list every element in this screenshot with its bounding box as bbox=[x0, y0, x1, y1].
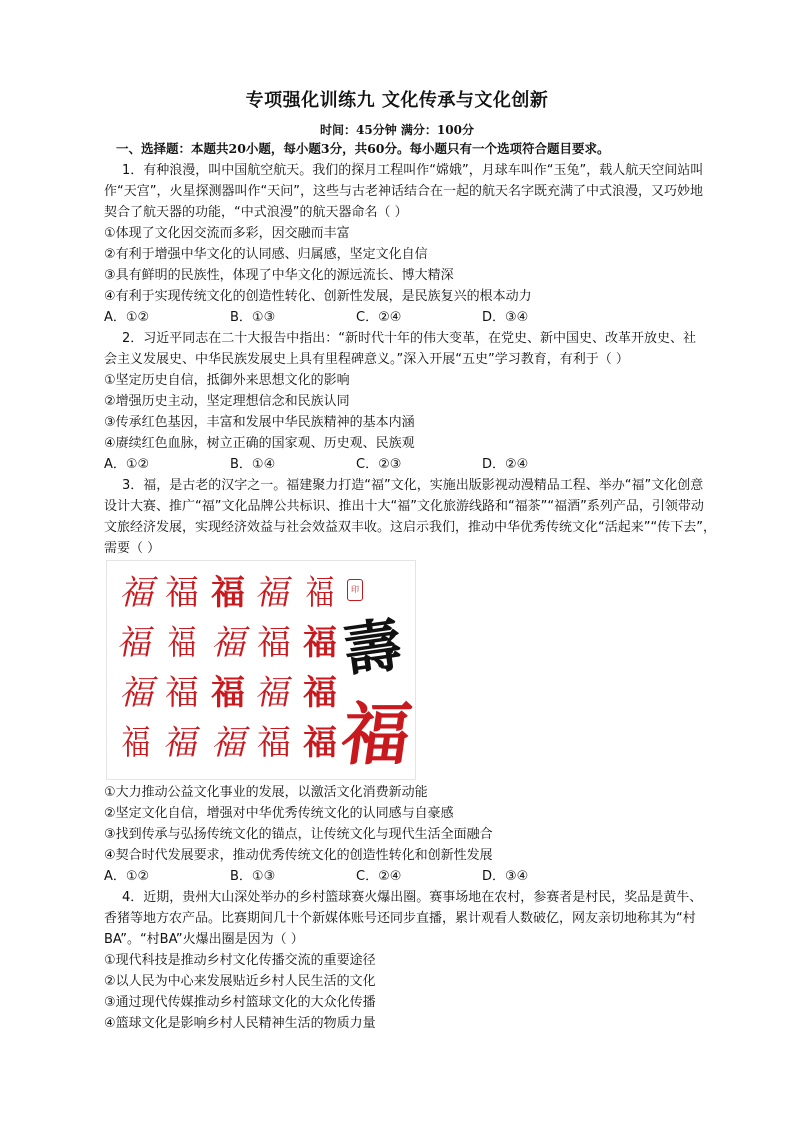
fu-char: 福 bbox=[257, 723, 291, 763]
q3-line-3: 文旅经济发展，实现经济效益与社会效益双丰收。这启示我们，推动中华优秀传统文化“活起来”“传下去”， bbox=[104, 520, 716, 535]
fu-char: 福 bbox=[305, 573, 335, 613]
q1-item-2: ②有利于增强中华文化的认同感、归属感，坚定文化自信 bbox=[104, 247, 428, 262]
fu-char: 福 bbox=[115, 623, 157, 663]
q1-line-3: 契合了航天器的功能，“中式浪漫”的航天器命名（ ） bbox=[104, 205, 408, 220]
q2-item-1: ①坚定历史自信，抵御外来思想文化的影响 bbox=[104, 373, 350, 388]
q4-item-4: ④篮球文化是影响乡村人民精神生活的物质力量 bbox=[104, 1016, 376, 1031]
section-heading: 一、选择题：本题共20小题，每小题3分，共60分。每小题只有一个选项符合题目要求。 bbox=[116, 141, 610, 156]
q2-item-4: ④赓续红色血脉，树立正确的国家观、历史观、民族观 bbox=[104, 436, 415, 451]
q4-line-3: BA”。“村BA”火爆出圈是因为（ ） bbox=[104, 932, 304, 947]
q3-option-d[interactable]: D．③④ bbox=[482, 869, 529, 884]
page-title: 专项强化训练九 文化传承与文化创新 bbox=[245, 90, 549, 111]
q4-item-2: ②以人民为中心来发展贴近乡村人民生活的文化 bbox=[104, 974, 376, 989]
fu-grid bbox=[113, 571, 343, 771]
q3-item-2: ②坚定文化自信，增强对中华优秀传统文化的认同感与自豪感 bbox=[104, 806, 454, 821]
fu-char: 福 bbox=[211, 723, 245, 763]
black-calligraphy-char: 壽 bbox=[339, 610, 407, 686]
q3-item-3: ③找到传承与弘扬传统文化的锚点，让传统文化与现代生活全面融合 bbox=[104, 827, 493, 842]
q2-options bbox=[104, 454, 608, 475]
q3-line-4: 需要（ ） bbox=[104, 541, 161, 556]
q2-option-a[interactable]: A．①② bbox=[104, 457, 150, 472]
fu-char: 福 bbox=[119, 573, 153, 613]
fu-char: 福 bbox=[121, 723, 151, 763]
q1-option-a[interactable]: A．①② bbox=[104, 310, 150, 325]
seal-stamp: 印 bbox=[347, 579, 363, 601]
q1-item-3: ③具有鲜明的民族性，体现了中华文化的源远流长、博大精深 bbox=[104, 268, 454, 283]
q1-item-4: ④有利于实现传统文化的创造性转化、创新性发展，是民族复兴的根本动力 bbox=[104, 289, 532, 304]
q2-option-b[interactable]: B．①④ bbox=[230, 457, 276, 472]
q3-item-4: ④契合时代发展要求，推动优秀传统文化的创造性转化和创新性发展 bbox=[104, 848, 493, 863]
fu-char: 福 bbox=[119, 673, 153, 713]
fu-char: 福 bbox=[211, 573, 245, 613]
fu-char: 福 bbox=[211, 623, 245, 663]
fu-char: 福 bbox=[253, 573, 295, 613]
q1-line-1: 1．有种浪漫，叫中国航空航天。我们的探月工程叫作“嫦娥”，月球车叫作“玉兔”，载人航天空间站叫 bbox=[122, 163, 704, 178]
fu-char: 福 bbox=[253, 673, 295, 713]
q3-line-2: 设计大赛、推广“福”文化品牌公共标识、推出十大“福”文化旅游线路和“福茶”“福酒”系列产品，引领带动 bbox=[104, 499, 704, 514]
q4-line-1: 4．近期，贵州大山深处举办的乡村篮球赛火爆出圈。赛事场地在农村，参赛者是村民，奖品是黄牛、 bbox=[122, 890, 703, 905]
fu-char: 福 bbox=[257, 623, 291, 663]
q4-line-2: 香猪等地方农产品。比赛期间几十个新媒体账号还同步直播，累计观看人数破亿，网友亲切地称其为“村 bbox=[104, 911, 696, 926]
q1-options bbox=[104, 307, 608, 328]
exam-meta: 时间：45分钟 满分：100分 bbox=[320, 123, 474, 137]
fu-char: 福 bbox=[165, 673, 199, 713]
fu-char: 福 bbox=[165, 573, 199, 613]
q2-line-2: 会主义发展史、中华民族发展史上具有里程碑意义。”深入开展“五史”学习教育，有利于（ ） bbox=[104, 352, 629, 367]
q3-options bbox=[104, 866, 608, 887]
fu-char: 福 bbox=[161, 723, 203, 763]
q2-item-2: ②增强历史主动，坚定理想信念和民族认同 bbox=[104, 394, 350, 409]
q4-item-1: ①现代科技是推动乡村文化传播交流的重要途径 bbox=[104, 953, 376, 968]
q2-option-c[interactable]: C．②③ bbox=[356, 457, 402, 472]
fu-char: 福 bbox=[303, 673, 337, 713]
q1-item-1: ①体现了文化因交流而多彩，因交融而丰富 bbox=[104, 226, 350, 241]
fu-char: 福 bbox=[167, 623, 197, 663]
q3-line-1: 3．福，是古老的汉字之一。福建聚力打造“福”文化，实施出版影视动漫精品工程、举办“福”文化创意 bbox=[122, 478, 704, 493]
q3-option-a[interactable]: A．①② bbox=[104, 869, 150, 884]
q3-option-b[interactable]: B．①③ bbox=[230, 869, 276, 884]
fu-char: 福 bbox=[303, 623, 337, 663]
q1-line-2: 作“天宫”，火星探测器叫作“天问”，这些与古老神话结合在一起的航天名字既充满了中式浪漫，又巧妙地 bbox=[104, 184, 703, 199]
large-fu-char: 福 bbox=[336, 695, 416, 775]
q2-item-3: ③传承红色基因，丰富和发展中华民族精神的基本内涵 bbox=[104, 415, 415, 430]
q2-option-d[interactable]: D．②④ bbox=[482, 457, 529, 472]
q1-option-d[interactable]: D．③④ bbox=[482, 310, 529, 325]
fu-char: 福 bbox=[303, 723, 337, 763]
q3-option-c[interactable]: C．②④ bbox=[356, 869, 402, 884]
q4-item-3: ③通过现代传媒推动乡村篮球文化的大众化传播 bbox=[104, 995, 376, 1010]
fu-char: 福 bbox=[211, 673, 245, 713]
fu-calligraphy-image bbox=[106, 560, 416, 780]
q1-option-b[interactable]: B．①③ bbox=[230, 310, 276, 325]
q2-line-1: 2．习近平同志在二十大报告中指出：“新时代十年的伟大变革，在党史、新中国史、改革开放史、社 bbox=[122, 331, 697, 346]
q3-item-1: ①大力推动公益文化事业的发展，以激活文化消费新动能 bbox=[104, 785, 428, 800]
q1-option-c[interactable]: C．②④ bbox=[356, 310, 402, 325]
